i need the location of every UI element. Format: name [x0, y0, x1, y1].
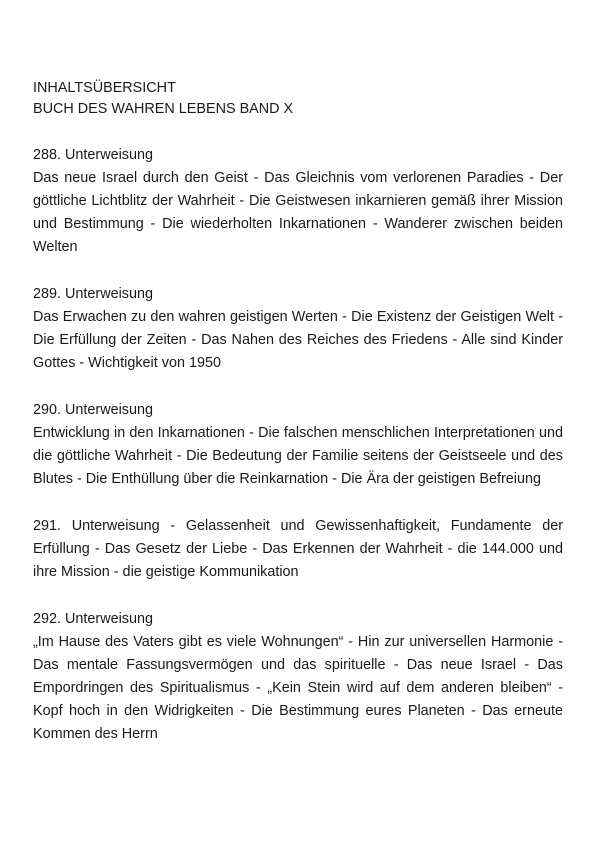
- section-288: [33, 144, 563, 259]
- section-title: 290. Unterweisung: [33, 402, 153, 418]
- section-290: [33, 399, 563, 491]
- section-title: 289. Unterweisung: [33, 286, 153, 302]
- section-291: [33, 515, 563, 584]
- section-body: Das Erwachen zu den wahren geistigen Werten - Die Existenz der Geistigen Welt - Die Erfüllung der Zeiten - Das Nahen des Reiches des Friedens - Alle sind Kinder Gottes - Wichtigkeit von 1950: [33, 309, 563, 371]
- book-title: BUCH DES WAHREN LEBENS BAND X: [33, 101, 294, 117]
- section-title: 292. Unterweisung: [33, 611, 153, 627]
- section-body: „Im Hause des Vaters gibt es viele Wohnungen“ - Hin zur universellen Harmonie - Das mentale Fassungsvermögen und das spirituelle - Das neue Israel - Das Empordringen des Spiritualismus - „Kein Stein wird auf dem anderen bleiben“ - Kopf hoch in den Widrigkeiten - Die Bestimmung eures Planeten - Das erneute Kommen des Herrn: [33, 634, 563, 742]
- document-page: [33, 78, 563, 770]
- section-body: Entwicklung in den Inkarnationen - Die falschen menschlichen Interpretationen und die göttliche Wahrheit - Die Bedeutung der Familie seitens der Geistseele und des Blutes - Die Enthüllung über die Reinkarnation - Die Ära der geistigen Befreiung: [33, 425, 563, 487]
- section-292: [33, 608, 563, 746]
- section-title: 288. Unterweisung: [33, 147, 153, 163]
- section-body: 291. Unterweisung - Gelassenheit und Gewissenhaftigkeit, Fundamente der Erfüllung - Das Gesetz der Liebe - Das Erkennen der Wahrheit - die 144.000 und ihre Mission - die geistige Kommunikation: [33, 518, 563, 580]
- section-body: Das neue Israel durch den Geist - Das Gleichnis vom verlorenen Paradies - Der göttliche Lichtblitz der Wahrheit - Die Geistwesen inkarnieren gemäß ihrer Mission und Bestimmung - Die wiederholten Inkarnationen - Wanderer zwischen beiden Welten: [33, 170, 563, 255]
- table-of-contents-heading: INHALTSÜBERSICHT: [33, 80, 176, 96]
- document-header: [33, 78, 563, 120]
- section-289: [33, 283, 563, 375]
